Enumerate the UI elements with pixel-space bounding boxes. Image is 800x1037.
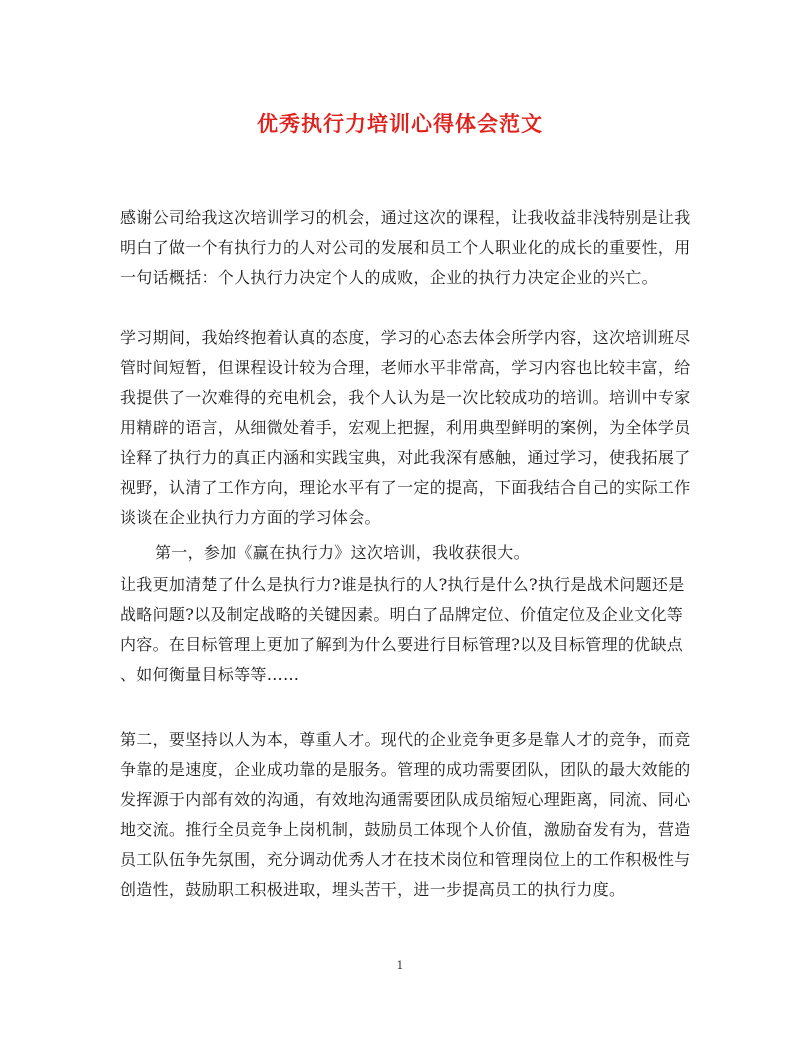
- text-line: 战略问题?以及制定战略的关键因素。明白了品牌定位、价值定位及企业文化等: [120, 605, 684, 624]
- text-line: 一句话概括：个人执行力决定个人的成败，企业的执行力决定企业的兴亡。: [120, 268, 658, 287]
- text-line: 争靠的是速度，企业成功靠的是服务。管理的成功需要团队，团队的最大效能的: [120, 760, 691, 779]
- text-line: 内容。在目标管理上更加了解到为什么要进行目标管理?以及目标管理的优缺点: [120, 635, 684, 654]
- text-line: 感谢公司给我这次培训学习的机会，通过这次的课程，让我收益非浅特别是让我: [120, 208, 691, 227]
- text-line: 第一，参加《赢在执行力》这次培训，我收获很大。: [155, 543, 530, 562]
- text-line: 我提供了一次难得的充电机会，我个人认为是一次比较成功的培训。培训中专家: [120, 388, 691, 407]
- document-title: 优秀执行力培训心得体会范文: [257, 111, 543, 136]
- text-line: 学习期间，我始终抱着认真的态度，学习的心态去体会所学内容，这次培训班尽: [120, 328, 691, 347]
- text-line: 诠释了执行力的真正内涵和实践宝典，对此我深有感触，通过学习，使我拓展了: [120, 448, 691, 467]
- text-line: 让我更加清楚了什么是执行力?谁是执行的人?执行是什么?执行是战术问题还是: [120, 575, 685, 594]
- text-line: 视野，认清了工作方向，理论水平有了一定的提高，下面我结合自己的实际工作: [120, 478, 691, 497]
- text-line: 第二，要坚持以人为本，尊重人才。现代的企业竞争更多是靠人才的竞争，而竞: [120, 730, 691, 749]
- text-line: 地交流。推行全员竞争上岗机制，鼓励员工体现个人价值，激励奋发有为，营造: [120, 820, 691, 839]
- text-line: 员工队伍争先氛围，充分调动优秀人才在技术岗位和管理岗位上的工作积极性与: [120, 850, 691, 869]
- text-line: 用精辟的语言，从细微处着手，宏观上把握，利用典型鲜明的案例，为全体学员: [120, 418, 691, 437]
- text-line: 创造性，鼓励职工积极进取，埋头苦干，进一步提高员工的执行力度。: [120, 880, 626, 899]
- text-line: 谈谈在企业执行力方面的学习体会。: [120, 508, 381, 527]
- text-line: 管时间短暂，但课程设计较为合理，老师水平非常高，学习内容也比较丰富，给: [120, 358, 691, 377]
- text-line: 发挥源于内部有效的沟通，有效地沟通需要团队成员缩短心理距离，同流、同心: [120, 790, 691, 809]
- text-line: 、如何衡量目标等等……: [120, 665, 300, 684]
- text-line: 明白了做一个有执行力的人对公司的发展和员工个人职业化的成长的重要性，用: [120, 238, 691, 257]
- page-number: 1: [396, 959, 404, 972]
